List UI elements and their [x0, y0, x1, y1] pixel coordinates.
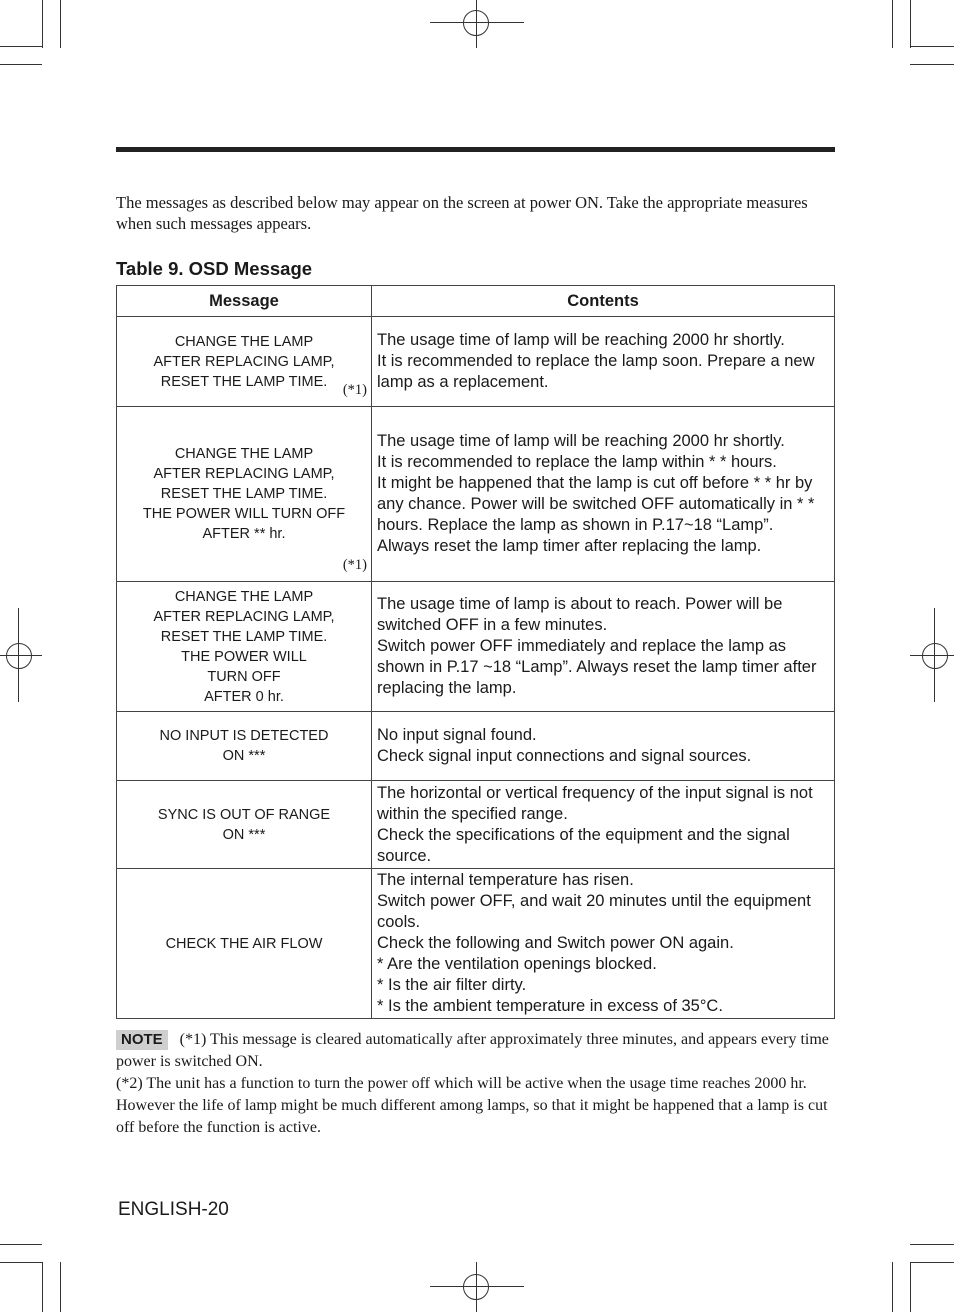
footnote-ref: (*1) [342, 557, 367, 573]
osd-message-line: RESET THE LAMP TIME. [160, 486, 328, 502]
header-rule [116, 147, 835, 152]
osd-message-cell [117, 407, 372, 582]
osd-contents-cell [372, 317, 835, 407]
table-body [117, 317, 835, 1019]
osd-message-cell [117, 582, 372, 712]
note-2-text: (*2) The unit has a function to turn the power off which will be active when the usage time reaches 2000 hr. However the life of lamp might be much different among lamps, so that it might be happened that a lamp is cut off before the function is active. [116, 1075, 828, 1136]
registration-mark-circle [463, 1274, 489, 1300]
osd-message-line: RESET THE LAMP TIME. [160, 373, 328, 390]
osd-contents-cell [372, 869, 835, 1019]
notes [116, 1029, 831, 1139]
osd-contents-cell [372, 582, 835, 712]
table-row [117, 712, 835, 781]
osd-message-line: THE POWER WILL [181, 648, 307, 665]
osd-contents-cell [372, 407, 835, 582]
osd-contents-line: Check the following and Switch power ON again. [377, 934, 734, 952]
osd-message-line: CHANGE THE LAMP [174, 588, 314, 605]
column-header-message: Message [117, 286, 372, 317]
osd-contents-line: The usage time of lamp is about to reach. Power will be switched OFF in a few minutes. [377, 595, 783, 634]
osd-contents-line: It is recommended to replace the lamp soon. Prepare a new lamp as a replacement. [377, 352, 815, 391]
crop-mark [42, 1262, 43, 1312]
osd-contents-line: The usage time of lamp will be reaching 2000 hr shortly. [377, 331, 785, 349]
osd-message-line: AFTER REPLACING LAMP, [153, 466, 335, 482]
crop-mark [0, 1244, 42, 1245]
osd-message-table [116, 285, 835, 1019]
osd-contents-line: The internal temperature has risen. [377, 871, 634, 889]
osd-message-line: CHANGE THE LAMP [174, 333, 314, 350]
table-row [117, 869, 835, 1019]
crop-mark [0, 1262, 42, 1263]
table-header-row [117, 286, 835, 317]
footnote-ref: (*1) [342, 382, 367, 398]
registration-mark-circle [463, 10, 489, 36]
osd-contents-line: * Is the ambient temperature in excess of 35°C. [377, 997, 723, 1015]
crop-mark [60, 1262, 61, 1312]
table-row [117, 407, 835, 582]
osd-message-line: RESET THE LAMP TIME. [160, 628, 328, 645]
osd-contents-line: * Are the ventilation openings blocked. [377, 955, 657, 973]
crop-mark [0, 64, 42, 65]
osd-message-line: ON *** [222, 826, 266, 843]
osd-message-line: TURN OFF [207, 668, 281, 685]
table-row [117, 582, 835, 712]
osd-contents-line: The horizontal or vertical frequency of the input signal is not within the specified range. [377, 783, 813, 823]
osd-contents-line: It is recommended to replace the lamp within * * hours. [377, 453, 777, 471]
column-header-contents: Contents [372, 286, 835, 317]
osd-message-line: CHANGE THE LAMP [174, 446, 314, 462]
crop-mark [910, 1262, 954, 1263]
osd-message-line: AFTER 0 hr. [204, 688, 284, 705]
note-1-text: (*1) This message is cleared automatically after approximately three minutes, and appears every time power is switched ON. [116, 1031, 829, 1070]
osd-contents-cell [372, 712, 835, 781]
osd-message-cell [117, 869, 372, 1019]
osd-contents-line: * Is the air filter dirty. [377, 976, 527, 994]
osd-message-cell [117, 317, 372, 407]
osd-message-cell [117, 781, 372, 869]
osd-contents-line: It might be happened that the lamp is cut off before * * hr by any chance. Power will be switched OFF automatically in * * hours. Replace the lamp as shown in P.17~18 “Lamp”. Always reset the lamp timer after replacing the lamp. [377, 474, 815, 555]
osd-contents-line: Check the specifications of the equipment and the signal source. [377, 825, 790, 865]
table-row [117, 317, 835, 407]
crop-mark [910, 64, 954, 65]
crop-mark [892, 0, 893, 48]
crop-mark [910, 1244, 954, 1245]
osd-contents-line: Switch power OFF immediately and replace the lamp as shown in P.17 ~18 “Lamp”. Always reset the lamp timer after replacing the lamp. [377, 637, 817, 697]
crop-mark [42, 0, 43, 48]
osd-message-line: AFTER REPLACING LAMP, [153, 353, 335, 370]
osd-message-line: THE POWER WILL TURN OFF [142, 506, 346, 522]
osd-message-line: AFTER ** hr. [202, 526, 286, 542]
crop-mark [910, 46, 954, 47]
osd-message-line: CHECK THE AIR FLOW [165, 935, 323, 952]
osd-message-line: ON *** [222, 748, 266, 764]
crop-mark [60, 0, 61, 48]
note-badge: NOTE [116, 1030, 168, 1050]
note-1 [116, 1029, 831, 1073]
osd-message-line: AFTER REPLACING LAMP, [153, 608, 335, 625]
registration-mark-circle [6, 643, 32, 669]
intro-paragraph: The messages as described below may appear on the screen at power ON. Take the appropriate measures when such messages appears. [116, 193, 808, 233]
osd-contents-cell [372, 781, 835, 869]
osd-contents-line: No input signal found. [377, 726, 537, 744]
crop-mark [910, 1262, 911, 1312]
table-title: Table 9. OSD Message [116, 258, 313, 279]
osd-message-line: SYNC IS OUT OF RANGE [157, 806, 331, 823]
osd-contents-line: Check signal input connections and signal sources. [377, 747, 752, 765]
osd-message-line: NO INPUT IS DETECTED [159, 728, 329, 744]
osd-contents-line: The usage time of lamp will be reaching 2000 hr shortly. [377, 432, 785, 450]
table-row [117, 781, 835, 869]
page-number: ENGLISH-20 [118, 1199, 229, 1220]
registration-mark-circle [922, 643, 948, 669]
osd-contents-line: Switch power OFF, and wait 20 minutes until the equipment cools. [377, 892, 811, 931]
crop-mark [910, 0, 911, 48]
crop-mark [892, 1262, 893, 1312]
osd-message-cell [117, 712, 372, 781]
crop-mark [0, 46, 42, 47]
